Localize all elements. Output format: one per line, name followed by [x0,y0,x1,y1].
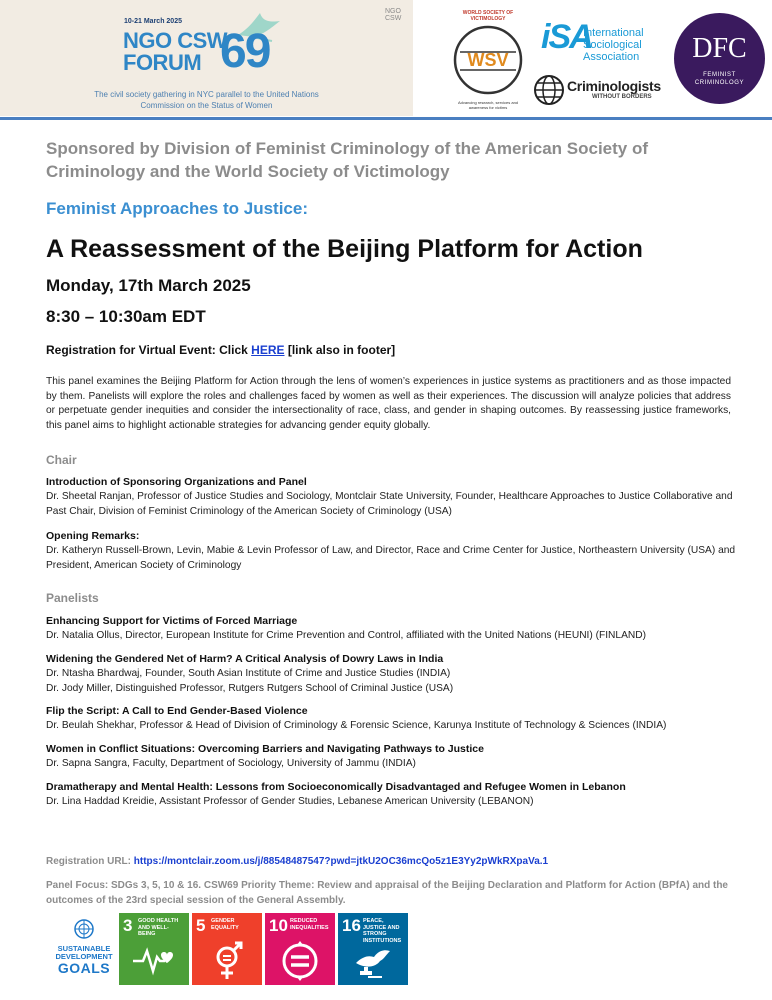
panelist-line: Dr. Ntasha Bhardwaj, Founder, South Asian Institute of Crime and Justice Studies (INDIA) [46,668,451,679]
panelist-line: Dr. Beulah Shekhar, Professor & Head of Division of Criminology & Forensic Science, Karunya Institute of Technology & Sciences (INDIA) [46,720,667,731]
sdg-tile-10 [265,913,335,985]
sdg-label: GOOD HEALTH AND WELL-BEING [138,918,179,937]
panelist-line: Dr. Jody Miller, Distinguished Professor, Rutgers Rutgers School of Criminal Justice (USA) [46,682,454,694]
dfc-letters: DFC [692,33,747,64]
isa-name-line3: Association [583,51,640,63]
equals-icon [277,941,323,981]
chair-item-line: Dr. Katheryn Russell-Brown, Levin, Mabie & Levin Professor of Law, and Director, Race and Crime Center for Justice, Northeastern University (USA) and President, American Society of Criminology [46,545,736,571]
isa-logo-mark: iSA [541,18,592,56]
chair-item-title: Introduction of Sponsoring Organizations and Panel [46,476,307,488]
panelist-talk-title: Dramatherapy and Mental Health: Lessons from Socioeconomically Disadvantaged and Refugee Women in Lebanon [46,781,626,793]
wsv-caption: WORLD SOCIETY OF VICTIMOLOGY [462,10,514,22]
header [0,0,772,120]
sdg-label: GENDER EQUALITY [211,918,239,931]
panelist-line: Dr. Sapna Sangra, Faculty, Department of Sociology, University of Jammu (INDIA) [46,758,416,769]
chair-item [46,529,746,573]
sdg-number: 16 [342,916,361,935]
ngo-csw-corner-mark: NGO CSW [385,8,402,22]
globe-icon [533,74,565,106]
gender-equality-icon [204,941,250,981]
sdg-brand-line2: DEVELOPMENT [55,952,113,961]
wsv-logo [452,22,524,98]
panelists-heading: Panelists [46,591,99,605]
dfc-sub-line1: FEMINIST [703,72,736,78]
dove-gavel-icon [350,941,396,981]
isa-name-line2: Sociological [583,39,642,51]
panelist-item [46,780,746,810]
sdg-brand [52,918,116,975]
forum-number: 69 [220,25,270,78]
sdg-tile-16 [338,913,408,985]
sdg-label: REDUCED INEQUALITIES [290,918,329,931]
registration-prefix: Registration for Virtual Event: Click [46,343,252,357]
sponsor-statement: Sponsored by Division of Feminist Criminology of the American Society of Criminology and the World Society of Victimology [46,139,649,181]
panelist-line: Dr. Lina Haddad Kreidie, Assistant Professor of Gender Studies, Lebanese American University (LEBANON) [46,796,534,807]
sdg-tile-5 [192,913,262,985]
dfc-sub-line2: CRIMINOLOGY [694,80,745,86]
registration-suffix: [link also in footer] [284,343,396,357]
sdg-brand-line1: SUSTAINABLE [57,944,111,953]
isa-name-line1: International [583,27,644,39]
registration-here-link[interactable]: HERE [251,343,285,357]
panelist-item [46,614,746,644]
forum-subtitle [0,89,413,111]
panelist-talk-title: Enhancing Support for Victims of Forced Marriage [46,615,298,627]
heartbeat-icon [131,941,177,977]
panel-focus: Panel Focus: SDGs 3, 5, 10 & 16. CSW69 Priority Theme: Review and appraisal of the Beijing Declaration and Platform for Action (BPfA) and the outcomes of the 23rd special session of the General Assembly. [46,880,728,906]
forum-title-line2: FORUM [123,50,202,75]
forum-title-line1: NGO CSW [123,28,228,53]
forum-subtitle-line1: The civil society gathering in NYC parallel to the United Nations [94,90,319,99]
registration-url-line [46,856,548,867]
header-divider [0,117,772,120]
event-date: Monday, 17th March 2025 [46,276,251,295]
event-intro: This panel examines the Beijing Platform for Action through the lens of women’s experiences in justice systems as practitioners and as those impacted by them. Panelists will explore the roles and challenges faced by women as well as their experiences. The discussion will analyze policies that address or perpetuate gender inequities and consider the intersectionality of race, class, and gender in shaping outcomes. By reassessing justice frameworks, this panel aims to highlight actionable strategies for advancing gender equity globally. [46,376,731,431]
wsv-tagline: Advancing research, services and awareness for victims [457,100,519,110]
chair-item-title: Opening Remarks: [46,530,140,542]
panelist-item [46,652,746,696]
sdg-number: 3 [123,916,133,935]
criminologists-sub: WITHOUT BORDERS [592,94,652,100]
sdg-label: PEACE, JUSTICE AND STRONG INSTITUTIONS [363,918,402,944]
panelist-talk-title: Flip the Script: A Call to End Gender-Based Violence [46,705,308,717]
ngo-csw-forum-banner [0,0,413,116]
registration-url-label: Registration URL: [46,856,134,867]
un-emblem-icon [73,918,95,940]
event-time: 8:30 – 10:30am EDT [46,307,206,326]
registration-url-link[interactable]: https://montclair.zoom.us/j/88548487547?pwd=jtkU2OC36mcQo5z1E3Yy2pWkRXpaVa.1 [133,856,549,867]
sdg-tile-3 [119,913,189,985]
event-title: A Reassessment of the Beijing Platform for Action [46,235,643,263]
panelist-line: Dr. Natalia Ollus, Director, European Institute for Crime Prevention and Control, affiliated with the United Nations (HEUNI) (FINLAND) [46,630,646,641]
chair-heading: Chair [46,453,77,467]
wsv-letters: WSV [467,50,509,70]
chair-item [46,475,746,519]
registration-line [46,343,395,357]
sdg-brand-goals: GOALS [57,960,111,976]
sdg-number: 5 [196,916,206,935]
dfc-logo [674,13,765,104]
panelist-item [46,704,746,734]
criminologists-name: Criminologists [567,78,661,94]
panelist-talk-title: Widening the Gendered Net of Harm? A Critical Analysis of Dowry Laws in India [46,653,444,665]
panelist-talk-title: Women in Conflict Situations: Overcoming Barriers and Navigating Pathways to Justice [46,743,484,755]
panelist-item [46,742,746,772]
dfc-sub [674,71,765,87]
sdg-number: 10 [269,916,288,935]
forum-subtitle-line2: Commission on the Status of Women [140,101,273,110]
event-subtitle: Feminist Approaches to Justice: [46,199,308,218]
isa-name [583,27,673,63]
chair-item-line: Dr. Sheetal Ranjan, Professor of Justice Studies and Sociology, Montclair State University, Founder, Healthcare Approaches to Justice Collaborative and Past Chair, Division of Feminist Criminology of the American Society of Criminology (USA) [46,491,733,517]
forum-dates: 10-21 March 2025 [124,18,182,25]
